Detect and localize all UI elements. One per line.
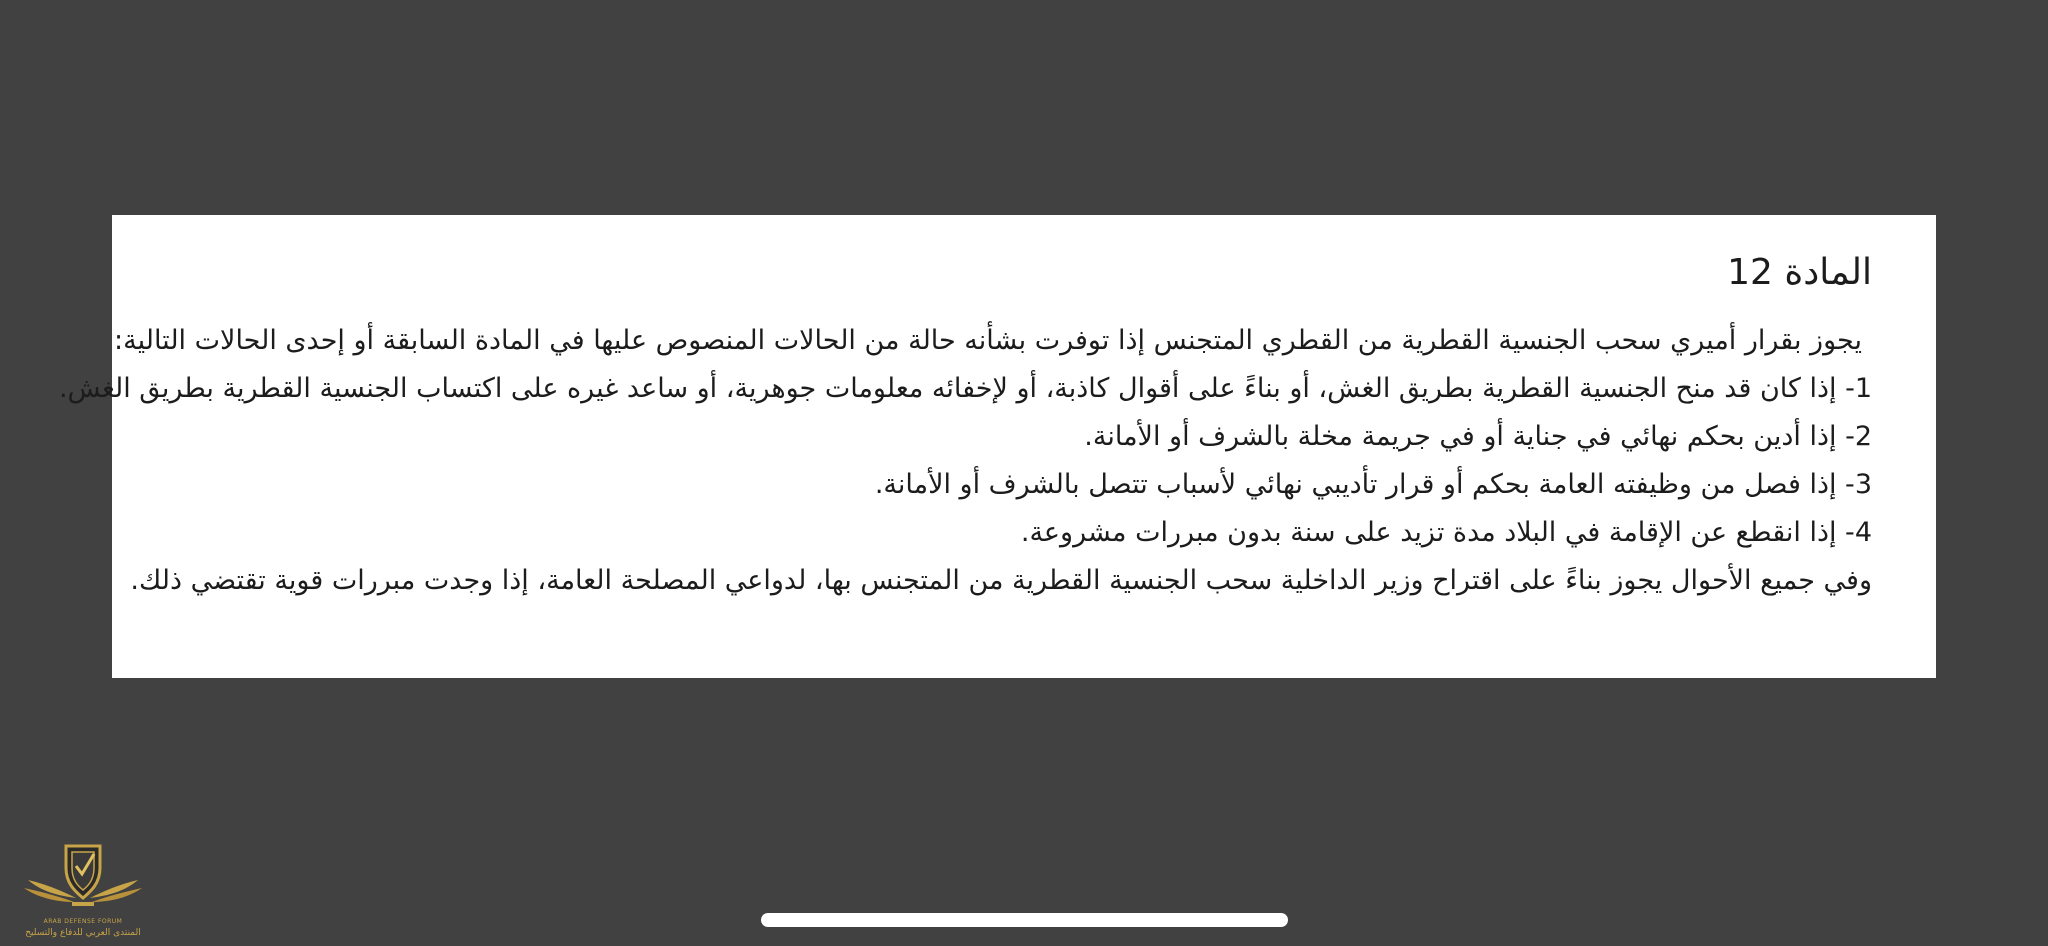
document-card bbox=[58, 215, 1936, 678]
article-clause-4: 4- إذا انقطع عن الإقامة في البلاد مدة تزيد على سنة بدون مبررات مشروعة. bbox=[1020, 517, 1872, 548]
forum-watermark bbox=[20, 840, 146, 946]
article-intro: يجوز بقرار أميري سحب الجنسية القطرية من القطري المتجنس إذا توفرت بشأنه حالة من الحالات المنصوص عليها في المادة السابقة أو إحدى الحالات التالية: bbox=[114, 325, 1862, 356]
watermark-arabic-name: المنتدى العربي للدفاع والتسليح bbox=[25, 928, 141, 938]
article-clause-1: 1- إذا كان قد منح الجنسية القطرية بطريق الغش، أو بناءً على أقوال كاذبة، أو لإخفائه معلومات جوهرية، أو ساعد غيره على اكتساب الجنسية القطرية بطريق الغش. bbox=[58, 373, 1872, 404]
watermark-english-name: ARAB DEFENSE FORUM bbox=[43, 918, 123, 925]
article-title: المادة 12 bbox=[1727, 252, 1872, 293]
article-clause-3: 3- إذا فصل من وظيفته العامة بحكم أو قرار تأديبي نهائي لأسباب تتصل بالشرف أو الأمانة. bbox=[874, 469, 1872, 500]
article-closing: وفي جميع الأحوال يجوز بناءً على اقتراح وزير الداخلية سحب الجنسية القطرية من المتجنس بها، لدواعي المصلحة العامة، إذا وجدت مبررات قوية تقتضي ذلك. bbox=[130, 565, 1872, 596]
shield-wings-logo-icon bbox=[20, 840, 146, 920]
article-body bbox=[58, 317, 1872, 605]
article-clause-2: 2- إذا أدين بحكم نهائي في جناية أو في جريمة مخلة بالشرف أو الأمانة. bbox=[1084, 421, 1872, 452]
home-indicator[interactable] bbox=[761, 913, 1288, 927]
